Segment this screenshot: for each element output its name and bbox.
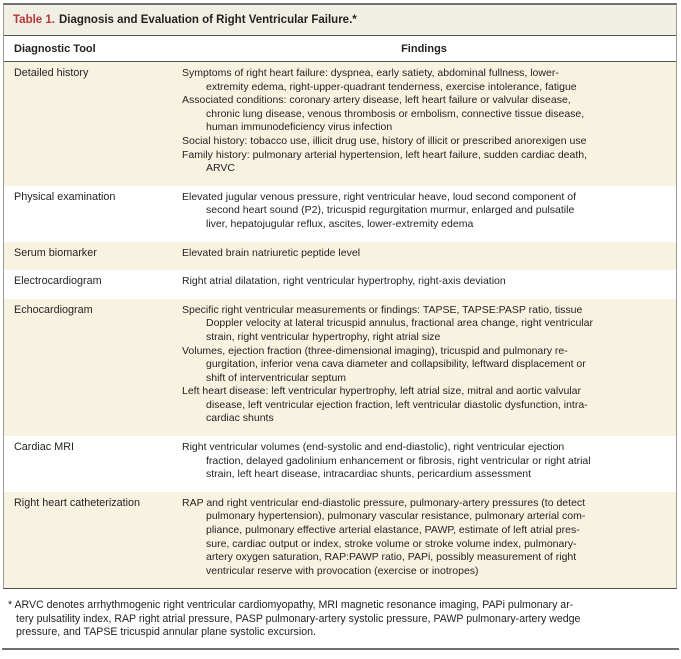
text-line: Elevated jugular venous pressure, right ventricular heave, loud second component of	[182, 190, 576, 203]
text-line: artery oxygen saturation, RAP:PAWP ratio, PAPi, possibly measurement of right	[206, 551, 577, 564]
table-row-echocardiogram	[4, 299, 676, 436]
text-line: strain, left heart disease, intracardiac shunts, pericardium assessment	[206, 468, 532, 481]
diagnostic-tool-cell: Electrocardiogram	[14, 275, 102, 288]
bottom-rule	[2, 648, 679, 650]
text-line: disease, left ventricular ejection fraction, left ventricular diastolic dysfunction, intra-	[206, 398, 588, 411]
text-line: Right atrial dilatation, right ventricular hypertrophy, right-axis deviation	[182, 275, 506, 288]
text-line: Specific right ventricular measurements or findings: TAPSE, TAPSE:PASP ratio, tissue	[182, 303, 583, 316]
table-footnote	[8, 599, 675, 639]
column-header-diagnostic-tool: Diagnostic Tool	[14, 43, 96, 55]
text-line: Symptoms of right heart failure: dyspnea, early satiety, abdominal fullness, lower-	[182, 67, 559, 79]
text-line: shift of interventricular septum	[206, 371, 347, 384]
diagnostic-tool-cell: Serum biomarker	[14, 246, 97, 259]
table-row-cardiac-mri	[4, 436, 676, 492]
table-frame	[3, 3, 677, 589]
text-line: Volumes, ejection fraction (three-dimensional imaging), tricuspid and pulmonary re-	[182, 344, 568, 357]
findings-cell	[172, 67, 676, 176]
diagnostic-tool-cell: Echocardiogram	[14, 303, 93, 316]
text-line: Right ventricular volumes (end-systolic and end-diastolic), right ventricular ejection	[182, 441, 565, 454]
diagnostic-tool-cell: Cardiac MRI	[14, 441, 74, 454]
findings-cell	[172, 497, 676, 579]
table-row-detailed-history	[4, 62, 676, 186]
findings-cell	[172, 441, 676, 482]
column-header-findings: Findings	[401, 43, 447, 55]
diagnostic-tool-cell: Right heart catheterization	[14, 496, 141, 509]
table-row-serum-biomarker	[4, 242, 676, 271]
table-number-label: Table 1.	[13, 14, 55, 26]
text-line: fraction, delayed gadolinium enhancement or fibrosis, right ventricular or right atrial	[206, 454, 591, 467]
findings-cell	[172, 275, 676, 289]
text-line: pliance, pulmonary effective arterial elastance, PAWP, estimate of left atrial pres-	[206, 524, 580, 537]
text-line: pressure, and TAPSE tricuspid annular plane systolic excursion.	[16, 625, 316, 638]
findings-cell	[172, 304, 676, 426]
findings-cell	[172, 247, 676, 261]
text-line: human immunodeficiency virus infection	[206, 121, 393, 134]
diagnostic-tool-cell: Physical examination	[14, 190, 116, 203]
table-row-electrocardiogram	[4, 270, 676, 299]
text-line: second heart sound (P2), tricuspid regurgitation murmur, enlarged and pulsatile	[206, 204, 575, 217]
text-line: Social history: tobacco use, illicit drug use, history of illicit or prescribed anorexigen use	[182, 134, 587, 147]
text-line: pulmonary hypertension), pulmonary vascular resistance, pulmonary arterial com-	[206, 510, 586, 523]
text-line: Left heart disease: left ventricular hypertrophy, left atrial size, mitral and aortic valvular	[182, 385, 581, 398]
text-line: ARVC	[206, 162, 235, 175]
text-line: Doppler velocity at lateral tricuspid annulus, fractional area change, right ventricular	[206, 317, 593, 330]
diagnostic-tool-cell: Detailed history	[14, 67, 89, 79]
text-line: RAP and right ventricular end-diastolic pressure, pulmonary-artery pressures (to detect	[182, 496, 586, 509]
table-title-bar	[4, 5, 676, 36]
text-line: ventricular reserve with provocation (exercise or inotropes)	[206, 564, 479, 577]
table-title-text: Diagnosis and Evaluation of Right Ventricular Failure.*	[58, 14, 357, 26]
text-line: extremity edema, right-upper-quadrant tenderness, exercise intolerance, fatigue	[206, 80, 577, 93]
text-line: gurgitation, inferior vena cava diameter and collapsibility, leftward displacement or	[206, 358, 586, 371]
text-line: chronic lung disease, venous thrombosis or embolism, connective tissue disease,	[206, 107, 585, 120]
text-line: Elevated brain natriuretic peptide level	[182, 246, 361, 259]
text-line: sure, cardiac output or index, stroke volume or stroke volume index, pulmonary-	[206, 537, 577, 550]
table-row-physical-examination	[4, 186, 676, 242]
findings-cell	[172, 191, 676, 232]
text-line: Family history: pulmonary arterial hypertension, left heart failure, sudden cardiac death,	[182, 148, 588, 161]
text-line: strain, right ventricular hypertrophy, right atrial size	[206, 330, 441, 343]
text-line: tery pulsatility index, RAP right atrial pressure, PASP pulmonary-artery systolic pressure, PAWP pulmonary-artery wedge	[16, 612, 581, 625]
text-line: Associated conditions: coronary artery disease, left heart failure or valvular disease,	[182, 94, 571, 107]
text-line: cardiac shunts	[206, 412, 274, 425]
text-line: liver, hepatojugular reflux, ascites, lower-extremity edema	[206, 217, 474, 230]
text-line: * ARVC denotes arrhythmogenic right ventricular cardiomyopathy, MRI magnetic resonance imaging, PAPi pulmonary ar-	[8, 599, 574, 612]
table-row-right-heart-catheterization	[4, 492, 676, 589]
column-header-row	[4, 36, 676, 62]
